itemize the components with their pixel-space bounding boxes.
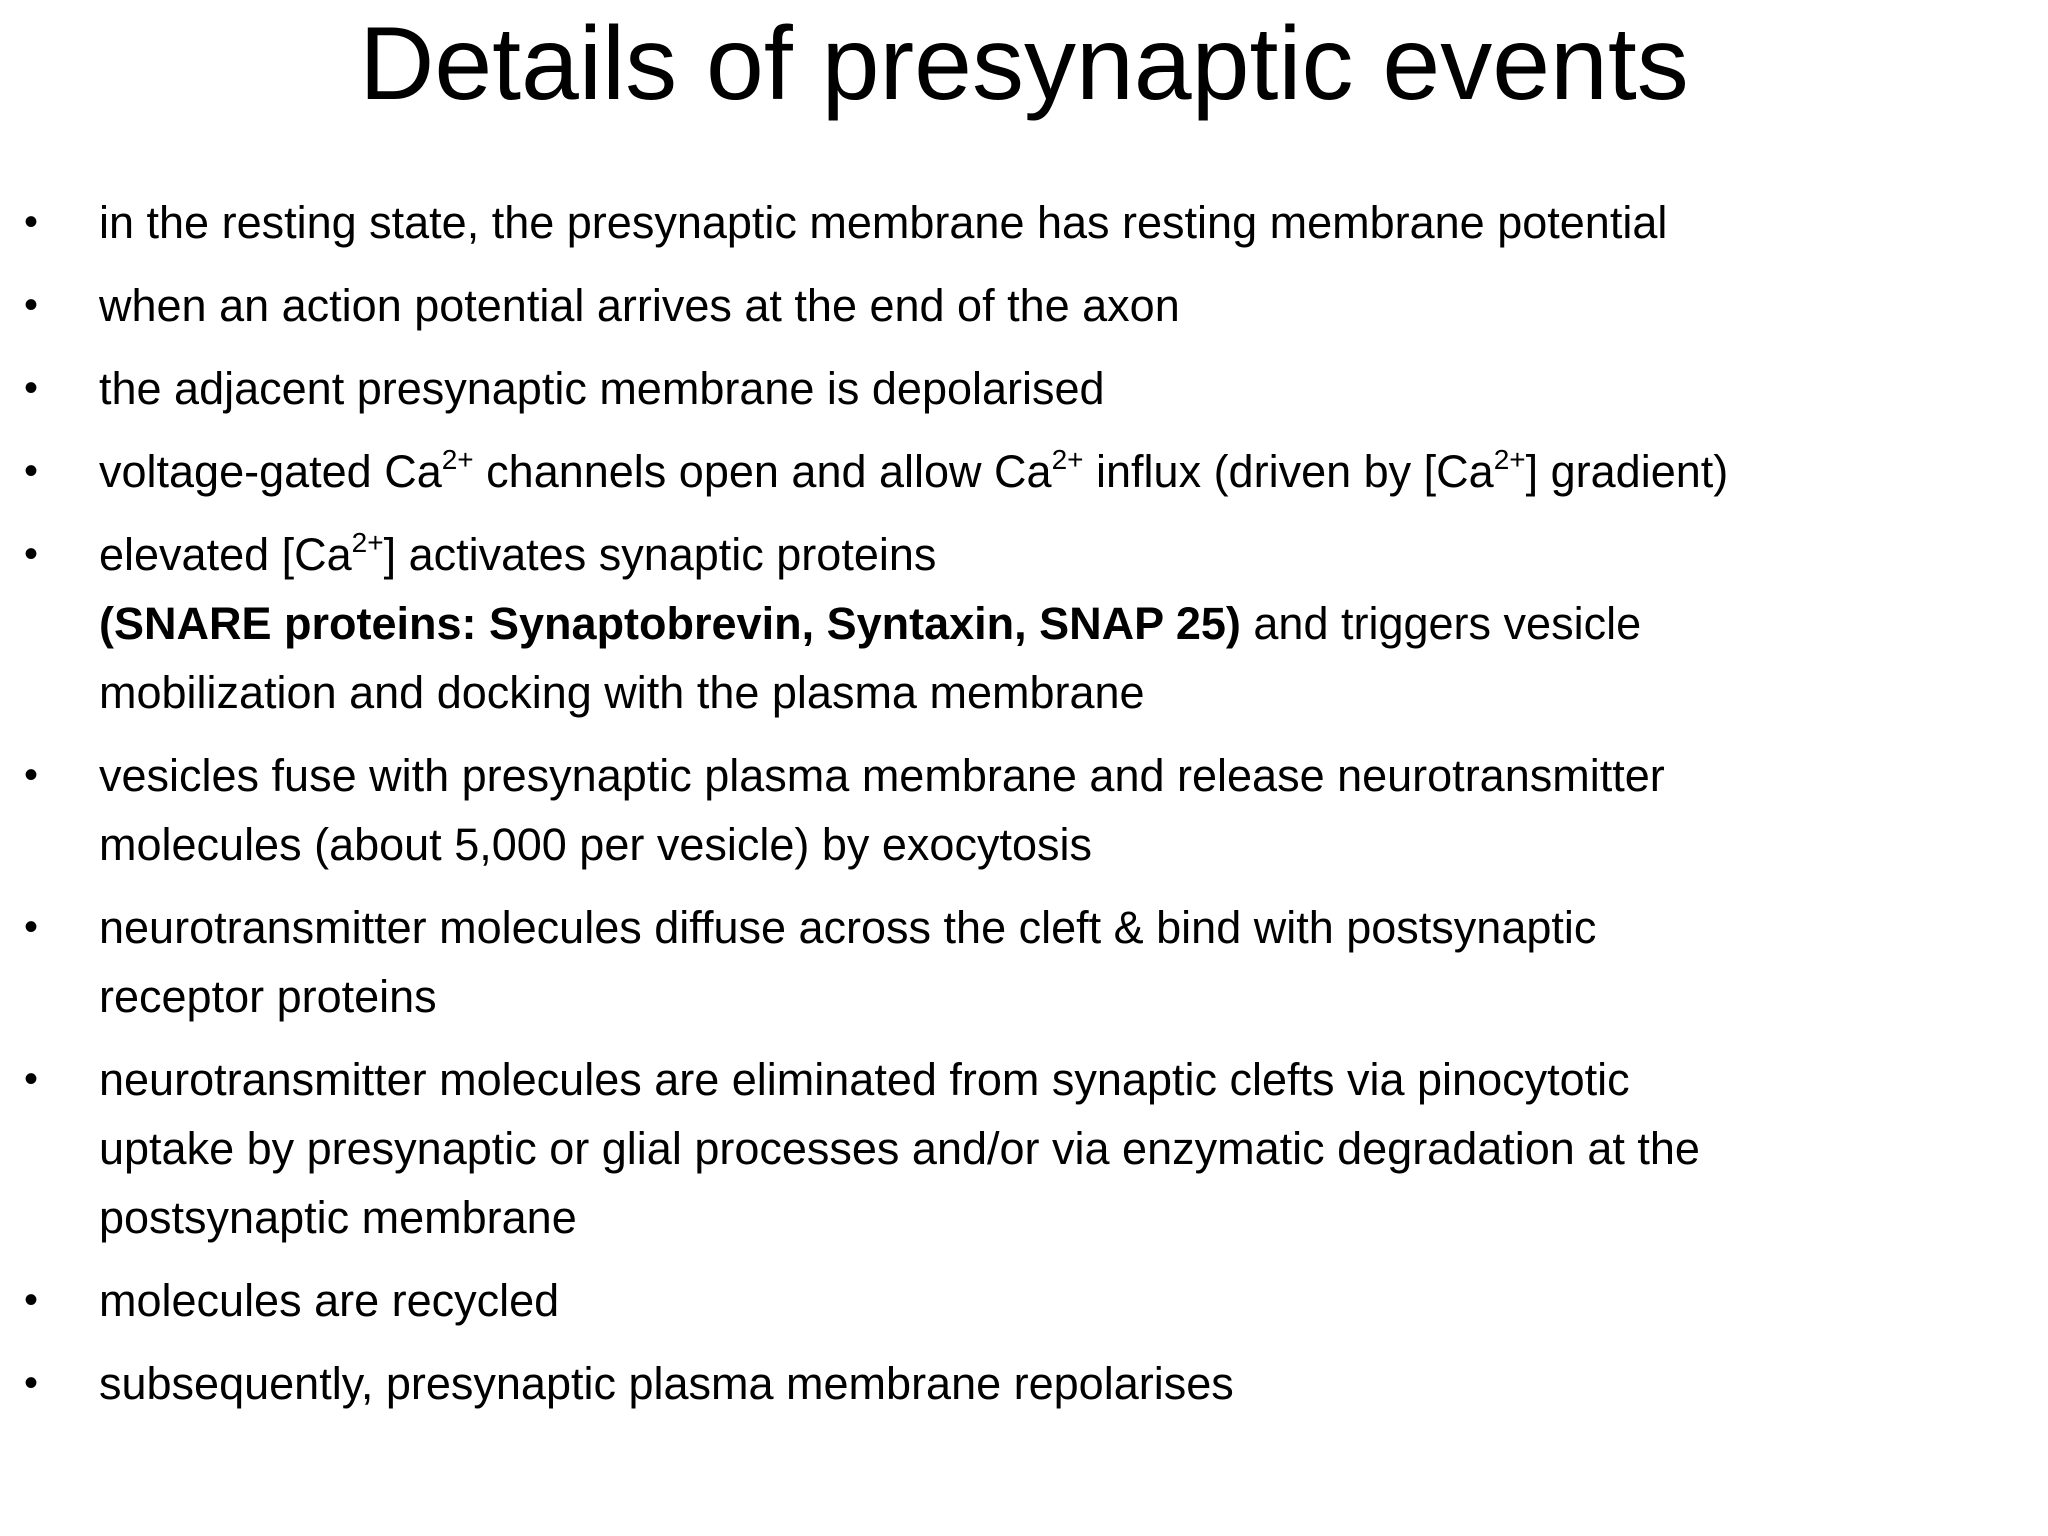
bullet-dot: •	[24, 905, 39, 949]
bullet-text-continued: molecules (about 5,000 per vesicle) by exocytosis	[99, 819, 1092, 870]
bullet-item	[0, 1349, 2039, 1418]
text-fragment: channels open and allow Ca	[473, 446, 1052, 497]
bullet-item	[0, 741, 2039, 879]
bullet-item	[0, 188, 2039, 257]
bullet-text: vesicles fuse with presynaptic plasma membrane and release neurotransmitter	[99, 750, 1665, 801]
bullet-text-continued: receptor proteins	[99, 971, 437, 1022]
bullet-text	[99, 437, 2039, 506]
bullet-text	[99, 520, 2039, 589]
bullet-item	[0, 520, 2039, 727]
bullet-text: in the resting state, the presynaptic membrane has resting membrane potential	[99, 197, 1668, 248]
bullet-text-continued	[99, 589, 2039, 658]
bullet-text: the adjacent presynaptic membrane is depolarised	[99, 363, 1105, 414]
bullet-dot: •	[24, 366, 39, 410]
bullet-text-continued: postsynaptic membrane	[99, 1192, 577, 1243]
bullet-text: neurotransmitter molecules are eliminated from synaptic clefts via pinocytotic	[99, 1054, 1630, 1105]
bullet-item	[0, 437, 2039, 506]
text-fragment: influx (driven by [Ca	[1083, 446, 1494, 497]
text-fragment: and triggers vesicle	[1240, 598, 1642, 649]
superscript: 2+	[1493, 444, 1526, 475]
bullet-dot: •	[24, 1057, 39, 1101]
bullet-dot: •	[24, 753, 39, 797]
text-fragment: elevated [Ca	[99, 529, 352, 580]
superscript: 2+	[351, 527, 384, 558]
bullet-dot: •	[24, 1361, 39, 1405]
bullet-item	[0, 354, 2039, 423]
text-fragment: ] activates synaptic proteins	[383, 529, 937, 580]
bullet-dot: •	[24, 283, 39, 327]
bullet-dot: •	[24, 532, 39, 576]
bullet-text: molecules are recycled	[99, 1275, 560, 1326]
bullet-text: subsequently, presynaptic plasma membrane repolarises	[99, 1358, 1234, 1409]
bullet-text-continued: uptake by presynaptic or glial processes and/or via enzymatic degradation at the	[99, 1123, 1700, 1174]
text-fragment: voltage-gated Ca	[99, 446, 442, 497]
bullet-item	[0, 893, 2039, 1031]
bullet-text: neurotransmitter molecules diffuse across the cleft & bind with postsynaptic	[99, 902, 1597, 953]
bullet-list	[0, 188, 2048, 1432]
bullet-text: when an action potential arrives at the end of the axon	[99, 280, 1180, 331]
bullet-item	[0, 271, 2039, 340]
bullet-text-continued: mobilization and docking with the plasma membrane	[99, 667, 1145, 718]
bullet-item	[0, 1045, 2039, 1252]
bold-text: (SNARE proteins: Synaptobrevin, Syntaxin, SNAP 25)	[99, 598, 1241, 649]
bullet-dot: •	[24, 200, 39, 244]
bullet-item	[0, 1266, 2039, 1335]
superscript: 2+	[441, 444, 474, 475]
superscript: 2+	[1051, 444, 1084, 475]
slide-title: Details of presynaptic events	[359, 6, 1689, 122]
bullet-dot: •	[24, 449, 39, 493]
text-fragment: ] gradient)	[1525, 446, 1729, 497]
bullet-dot: •	[24, 1278, 39, 1322]
